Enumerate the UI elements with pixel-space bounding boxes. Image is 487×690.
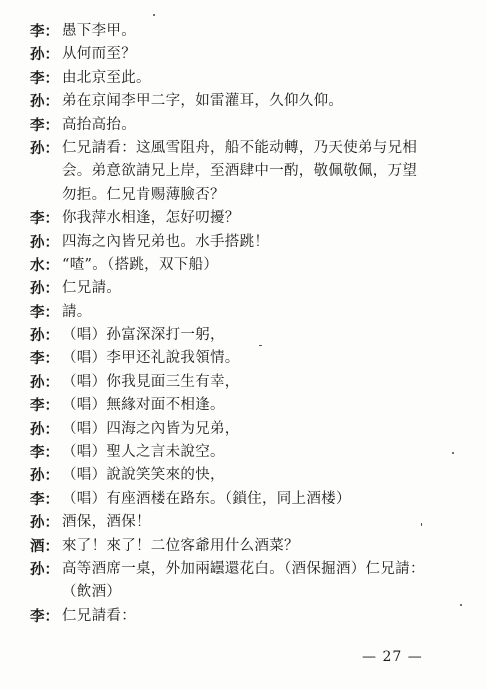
dialogue-text: 仁兄請看： [62,607,136,624]
script-line [30,257,470,280]
dialogue-text: 高等酒席一桌，外加兩罎還花白。（酒保掘酒）仁兄請： [62,560,425,577]
ink-speck [153,14,155,16]
speaker-label: 李： [30,397,59,415]
script-line [30,140,470,163]
speaker-label: 孙： [30,420,59,438]
dialogue-text: 酒保，酒保！ [62,514,151,531]
dialogue-text: 仁兄請。 [62,280,122,297]
dialogue-text: 仁兄請看：这風雪阻舟，船不能动轉，乃天使弟与兄相 [62,139,418,156]
speaker-label: 李： [30,490,59,508]
speaker-label: 孙： [30,139,59,157]
script-line [30,187,470,210]
page-number: — 27 — [362,649,423,665]
speaker-label: 李： [30,69,59,87]
script-line [30,584,470,607]
dialogue-text: （唱）四海之內皆为兄弟， [62,420,240,437]
dialogue-text: （唱）說說笑笑來的快， [62,467,225,484]
speaker-label: 李： [30,303,59,321]
ink-speck [452,452,454,454]
speaker-label: 孙： [30,46,59,64]
dialogue-text: 从何而至？ [62,46,136,63]
dialogue-text: （唱）有座酒楼在路东。（鎖住，同上酒楼） [62,490,351,507]
script-line [30,163,470,186]
script-line [30,561,470,584]
speaker-label: 孙： [30,467,59,485]
script-line [30,350,470,373]
dialogue-text: “喳”。（搭跳，双下船） [62,256,219,273]
speaker-label: 孙： [30,514,59,532]
speaker-label: 李： [30,116,59,134]
script-line [30,280,470,303]
dialogue-text: 会。弟意欲請兄上岸，至酒肆中一酌，敬佩敬佩，万望 [62,163,418,180]
speaker-label: 李： [30,23,59,40]
script-line [30,538,470,561]
speaker-label: 李： [30,444,59,462]
script-line [30,117,470,140]
script-line [30,514,470,537]
script-line [30,327,470,350]
speaker-label: 李： [30,350,59,368]
script-line [30,397,470,420]
speaker-label: 水： [30,256,59,274]
dialogue-text: 弟在京闻李甲二字，如雷灌耳，久仰久仰。 [62,93,344,110]
speaker-label: 酒： [30,537,59,555]
dialogue-text: （唱）孙富深深打一躬， [62,327,225,344]
script-line [30,491,470,514]
dialogue-text: 愚下李甲。 [62,23,136,39]
dialogue-text: 由北京至此。 [62,69,151,86]
dialogue-text: 請。 [62,303,92,320]
dialogue-text: 來了！來了！二位客爺用什么酒菜？ [62,537,299,554]
dialogue-text: 你我萍水相逢，怎好叨擾？ [62,210,240,227]
script-line [30,210,470,233]
dialogue-text: 四海之內皆兄弟也。水手搭跳！ [62,233,270,250]
script-line [30,93,470,116]
dialogue-text: （唱）聖人之言未說空。 [62,444,225,461]
speaker-label: 孙： [30,560,59,578]
script-line [30,608,470,631]
script-line [30,467,470,490]
script-line [30,444,470,467]
script-line [30,23,470,46]
script-line [30,374,470,397]
dialogue-text: 勿拒。仁兄肯赐薄臉否？ [62,186,225,203]
script-line [30,234,470,257]
dialogue-text: 高抬高抬。 [62,116,136,133]
speaker-label: 孙： [30,233,59,251]
ink-speck [259,345,262,346]
script-line [30,46,470,69]
speaker-label: 李： [30,210,59,228]
speaker-label: 孙： [30,93,59,111]
dialogue-text: （唱）無緣对面不相逢。 [62,397,225,414]
speaker-label: 孙： [30,373,59,391]
speaker-label: 孙： [30,280,59,298]
speaker-label: 孙： [30,327,59,345]
speaker-label: 李： [30,607,59,625]
ink-speck [460,604,462,606]
dialogue-text: （唱）你我見面三生有幸， [62,373,240,390]
script-line [30,70,470,93]
script-line [30,304,470,327]
dialogue-text: （唱）李甲还礼說我領情。 [62,350,240,367]
ink-speck [421,523,422,526]
dialogue-text: （飲酒） [62,584,122,601]
script-lines [30,23,470,631]
script-line [30,421,470,444]
